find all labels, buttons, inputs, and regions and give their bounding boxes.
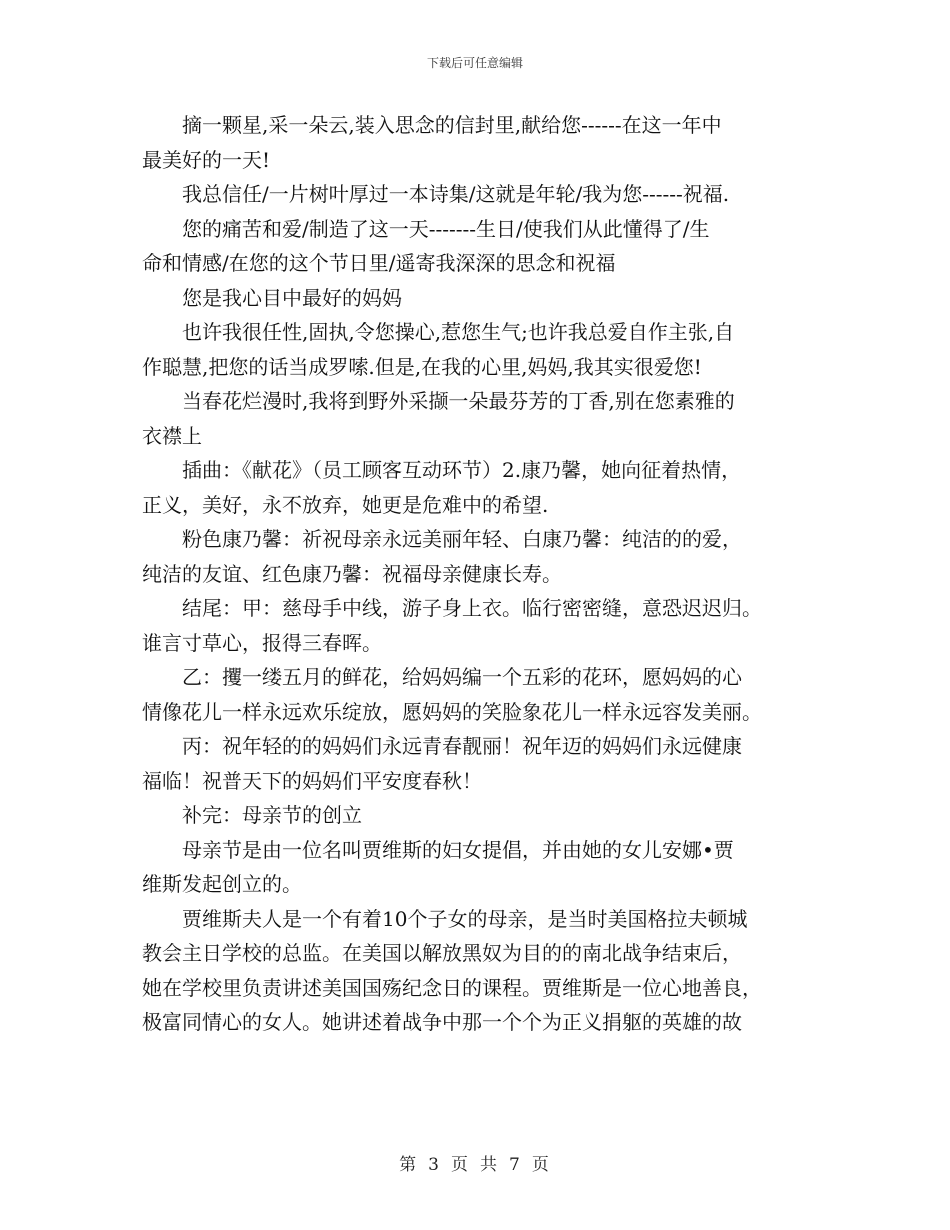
- text-line: 粉色康乃馨：祈祝母亲永远美丽年轻、白康乃馨：纯洁的的爱，: [182, 527, 742, 551]
- text-line: 补完：母亲节的创立: [182, 803, 362, 827]
- current-page-number: 3: [428, 1155, 441, 1175]
- paragraph: [142, 177, 822, 212]
- text-line: 维斯发起创立的。: [142, 872, 302, 896]
- paragraph: [142, 281, 822, 316]
- text-line: 当春花烂漫时,我将到野外采撷一朵最芬芳的丁香,别在您素雅的: [182, 389, 735, 413]
- text-line: 结尾：甲：慈母手中线，游子身上衣。临行密密缝，意恐迟迟归。: [182, 596, 762, 620]
- text-line: 她在学校里负责讲述美国国殇纪念日的课程。贾维斯是一位心地善良，: [142, 975, 762, 1000]
- paragraph: [142, 591, 822, 660]
- paragraph: [142, 212, 822, 281]
- paragraph: [142, 315, 822, 384]
- paragraph: [142, 798, 822, 833]
- page-header: 下载后可任意编辑: [426, 56, 523, 70]
- text-line: 谁言寸草心，报得三春晖。: [142, 630, 382, 655]
- text-line: 摘一颗星,采一朵云,装入思念的信封里,献给您------在这一年中: [182, 113, 722, 137]
- text-line: 也许我很任性,固执,令您操心,惹您生气;也许我总爱自作主张,自: [182, 320, 735, 344]
- text-line: 贾维斯夫人是一个有着10个子女的母亲，是当时美国格拉夫顿城: [182, 906, 748, 931]
- text-line: 正义，美好，永不放弃，她更是危难中的希望.: [142, 492, 549, 517]
- text-line: 衣襟上: [142, 423, 202, 448]
- document-body: [142, 108, 822, 1040]
- paragraph: [142, 522, 822, 591]
- paragraph: [142, 833, 822, 902]
- paragraph: [142, 729, 822, 798]
- footer-page-word: 页: [451, 1155, 470, 1175]
- text-line: 母亲节是由一位名叫贾维斯的妇女提倡，并由她的女儿安娜•贾: [182, 837, 734, 862]
- text-line: 插曲：《献花》（员工顾客互动环节）2.康乃馨，她向征着热情，: [182, 458, 742, 482]
- text-line: 极富同情心的女人。她讲述着战争中那一个个为正义捐躯的英雄的故: [142, 1010, 742, 1034]
- paragraph: [142, 902, 822, 1040]
- total-pages-number: 7: [509, 1155, 522, 1175]
- text-line: 福临！祝普天下的妈妈们平安度春秋！: [142, 768, 482, 793]
- page-footer: [0, 1150, 950, 1175]
- footer-suffix: 页: [531, 1155, 551, 1175]
- text-line: 命和情感/在您的这个节日里/遥寄我深深的思念和祝福: [142, 251, 616, 275]
- paragraph: [142, 453, 822, 522]
- text-line: 我总信任/一片树叶厚过一本诗集/这就是年轮/我为您------祝福.: [182, 182, 730, 206]
- text-line: 情像花儿一样永远欢乐绽放，愿妈妈的笑脸象花儿一样永远容发美丽。: [142, 699, 762, 724]
- text-line: 您是我心目中最好的妈妈: [182, 285, 402, 310]
- paragraph: [142, 660, 822, 729]
- text-line: 教会主日学校的总监。在美国以解放黑奴为目的的南北战争结束后，: [142, 941, 742, 965]
- paragraph: [142, 108, 822, 177]
- text-line: 您的痛苦和爱/制造了这一天-------生日/使我们从此懂得了/生: [182, 216, 710, 241]
- footer-prefix: 第: [399, 1155, 419, 1175]
- text-line: 乙：攫一缕五月的鲜花，给妈妈编一个五彩的花环，愿妈妈的心: [182, 665, 742, 689]
- text-line: 纯洁的友谊、红色康乃馨：祝福母亲健康长寿。: [142, 561, 562, 586]
- text-line: 最美好的一天!: [142, 147, 271, 172]
- footer-total-word: 共: [480, 1155, 499, 1175]
- paragraph: [142, 384, 822, 453]
- text-line: 作聪慧,把您的话当成罗嗦.但是,在我的心里,妈妈,我其实很爱您!: [142, 354, 702, 379]
- text-line: 丙：祝年轻的的妈妈们永远青春靓丽！祝年迈的妈妈们永远健康: [182, 734, 742, 758]
